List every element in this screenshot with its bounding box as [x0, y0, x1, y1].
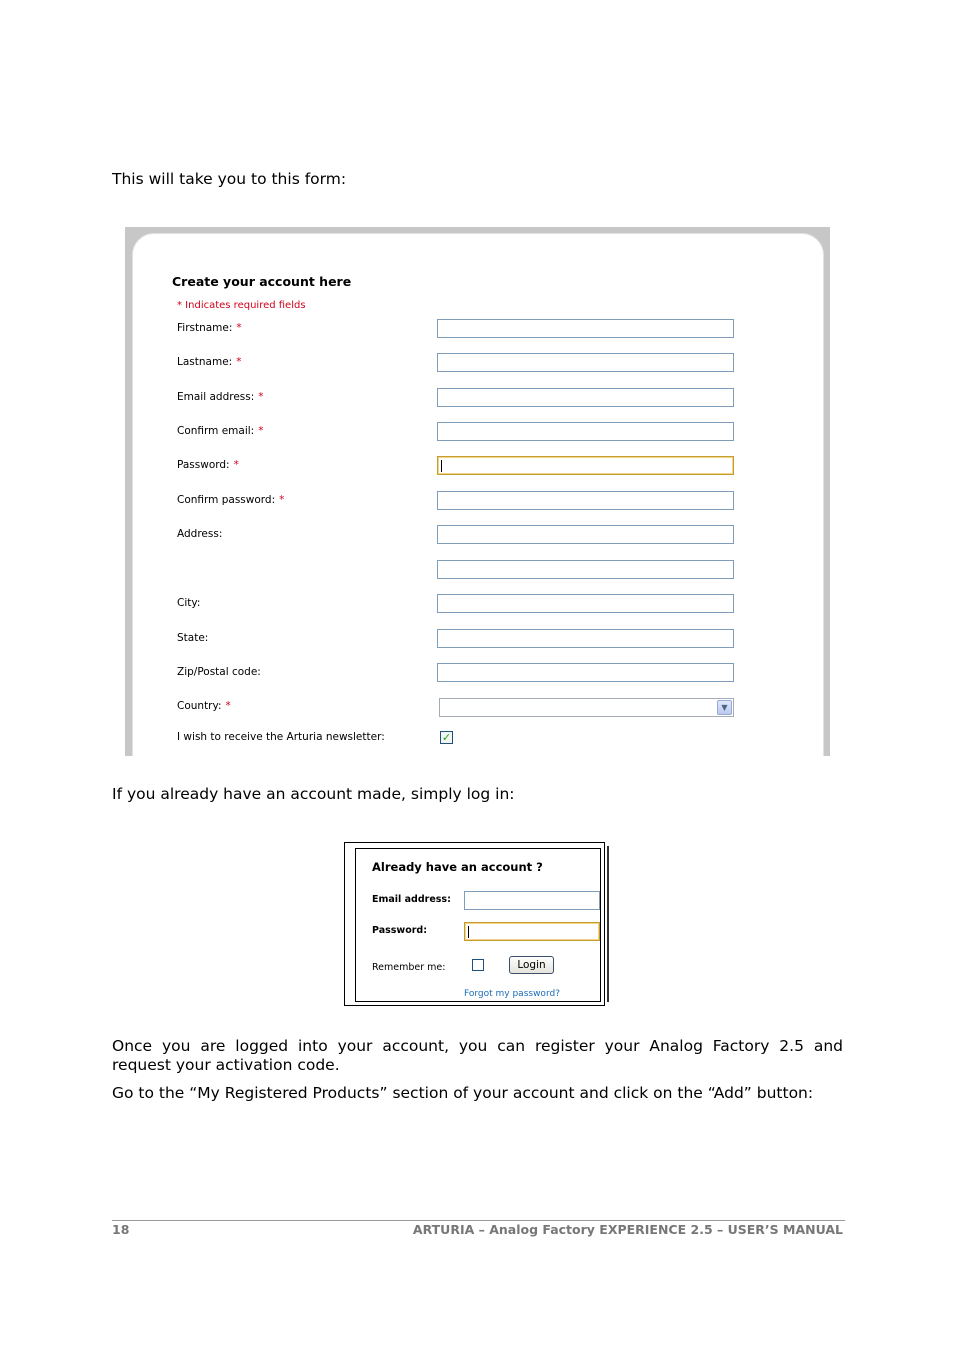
required-marker: * — [225, 700, 231, 712]
email-label — [177, 391, 264, 403]
login-password-label: Password: — [372, 925, 428, 936]
intro-text: This will take you to this form: — [112, 170, 347, 188]
confirm-password-input[interactable] — [437, 491, 734, 510]
password-label — [177, 459, 239, 471]
country-label — [177, 700, 231, 712]
register-paragraph-line1: Once you are logged into your account, you can register your Analog Factory 2.5 and — [112, 1037, 843, 1055]
registered-products-instruction: Go to the “My Registered Products” section of your account and click on the “Add” button: — [112, 1084, 814, 1102]
email-input[interactable] — [437, 388, 734, 407]
remember-me-checkbox[interactable] — [472, 959, 484, 971]
confirm-email-label-text: Confirm email: — [177, 425, 255, 437]
lastname-label-text: Lastname: — [177, 356, 233, 368]
page-number: 18 — [112, 1222, 130, 1237]
footer-divider — [112, 1220, 845, 1221]
password-input[interactable] — [437, 456, 734, 475]
chevron-down-icon[interactable]: ▼ — [717, 700, 732, 715]
password-label-text: Password: — [177, 459, 230, 471]
confirm-email-label — [177, 425, 263, 437]
register-paragraph-line2: request your activation code. — [112, 1056, 340, 1074]
manual-title: ARTURIA – Analog Factory EXPERIENCE 2.5 – USER’S MANUAL — [412, 1222, 843, 1237]
confirm-email-input[interactable] — [437, 422, 734, 441]
text-caret — [468, 926, 469, 938]
text-caret — [441, 460, 442, 472]
registration-form-screenshot — [125, 227, 830, 756]
state-label: State: — [177, 632, 209, 644]
address-line2-input[interactable] — [437, 560, 734, 579]
country-select[interactable] — [439, 698, 734, 717]
required-fields-note: * Indicates required fields — [177, 300, 306, 311]
form-title: Create your account here — [172, 274, 352, 289]
firstname-label-text: Firstname: — [177, 322, 233, 334]
required-marker: * — [258, 425, 264, 437]
checkmark-icon: ✓ — [441, 731, 452, 744]
zip-input[interactable] — [437, 663, 734, 682]
city-label: City: — [177, 597, 201, 609]
firstname-input[interactable] — [437, 319, 734, 338]
confirm-password-label — [177, 494, 284, 506]
newsletter-label: I wish to receive the Arturia newsletter: — [177, 731, 385, 743]
lastname-input[interactable] — [437, 353, 734, 372]
login-box-shadow — [607, 846, 609, 1002]
login-button[interactable]: Login — [509, 956, 554, 974]
registration-form-panel — [132, 233, 824, 756]
city-input[interactable] — [437, 594, 734, 613]
required-marker: * — [233, 459, 239, 471]
confirm-password-label-text: Confirm password: — [177, 494, 276, 506]
login-form-panel — [355, 848, 601, 1002]
newsletter-checkbox[interactable] — [440, 731, 453, 744]
forgot-password-link[interactable]: Forgot my password? — [464, 989, 560, 999]
address-label: Address: — [177, 528, 223, 540]
zip-label: Zip/Postal code: — [177, 666, 261, 678]
email-label-text: Email address: — [177, 391, 255, 403]
login-intro-text: If you already have an account made, simply log in: — [112, 785, 515, 803]
remember-me-label: Remember me: — [372, 962, 446, 973]
address-line1-input[interactable] — [437, 525, 734, 544]
state-input[interactable] — [437, 629, 734, 648]
firstname-label — [177, 322, 242, 334]
required-marker: * — [279, 494, 285, 506]
login-email-label: Email address: — [372, 894, 451, 905]
required-marker: * — [236, 356, 242, 368]
login-form-screenshot — [344, 842, 605, 1006]
login-password-input[interactable] — [464, 922, 600, 941]
login-email-input[interactable] — [464, 891, 600, 910]
login-title: Already have an account ? — [372, 860, 543, 874]
required-marker: * — [258, 391, 264, 403]
country-label-text: Country: — [177, 700, 222, 712]
required-marker: * — [236, 322, 242, 334]
lastname-label — [177, 356, 241, 368]
